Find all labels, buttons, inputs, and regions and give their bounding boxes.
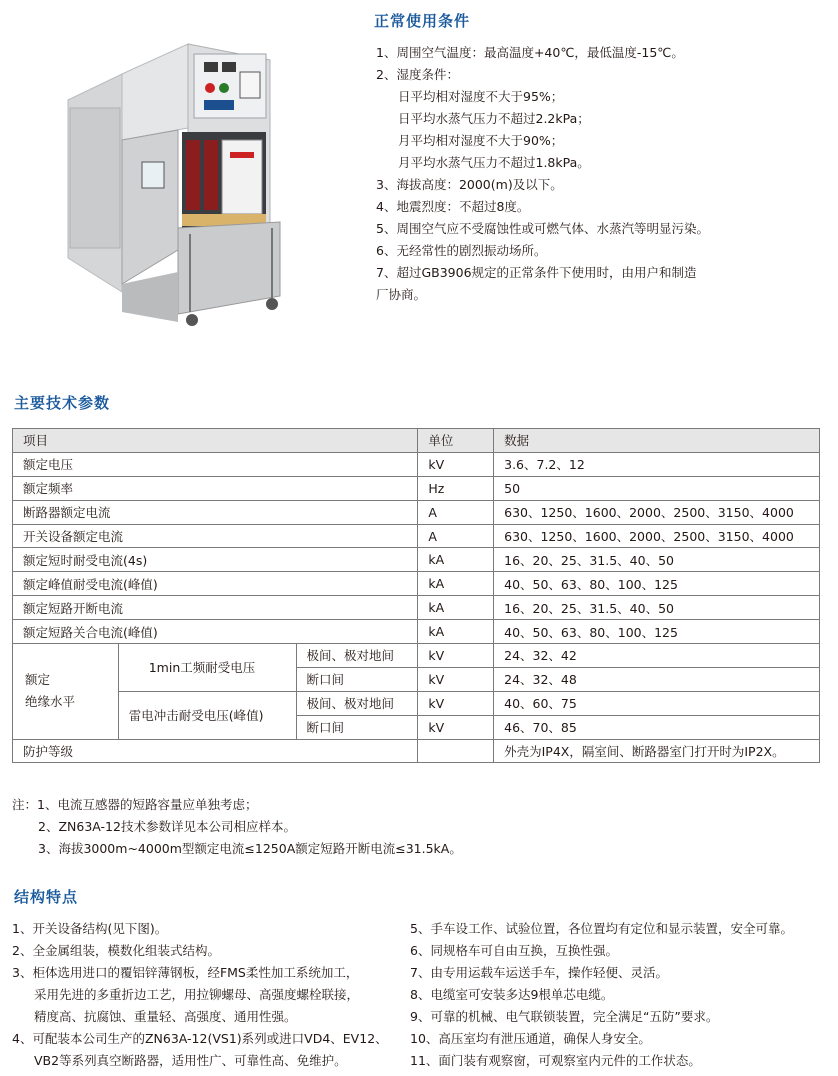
condition-line: 4、地震烈度：不超过8度。 xyxy=(376,199,530,214)
row-data: 24、32、48 xyxy=(494,667,820,691)
note-line: 2、ZN63A-12技术参数详见本公司相应样本。 xyxy=(38,819,296,834)
row-item: 额定短时耐受电流(4s) xyxy=(13,548,418,572)
table-row xyxy=(13,500,820,524)
row-data: 外壳为IP4X，隔室间、断路器室门打开时为IP2X。 xyxy=(494,739,820,763)
condition-line: 厂协商。 xyxy=(376,287,427,302)
row-data: 24、32、42 xyxy=(494,644,820,668)
feature-line: VB2等系列真空断路器，适用性广、可靠性高、免维护。 xyxy=(34,1053,347,1068)
feature-line: 1、开关设备结构(见下图)。 xyxy=(12,921,168,936)
feature-line: 2、全金属组装，模数化组装式结构。 xyxy=(12,943,220,958)
notes xyxy=(12,794,462,860)
condition-line: 2、湿度条件： xyxy=(376,67,459,82)
switchgear-cabinet-image xyxy=(58,22,298,334)
condition-line: 月平均相对湿度不大于90%； xyxy=(398,133,564,148)
row-unit: kA xyxy=(418,596,494,620)
table-row xyxy=(13,452,820,476)
row-item: 额定峰值耐受电流(峰值) xyxy=(13,572,418,596)
table-row xyxy=(13,596,820,620)
spec-table xyxy=(12,428,820,763)
feature-line: 3、柜体选用进口的覆铝锌薄钢板，经FMS柔性加工系统加工， xyxy=(12,965,359,980)
row-data: 40、50、63、80、100、125 xyxy=(494,572,820,596)
row-unit: kV xyxy=(418,452,494,476)
conditions-title: 正常使用条件 xyxy=(374,12,471,30)
feature-line: 采用先进的多重折边工艺，用拉铆螺母、高强度螺栓联接， xyxy=(34,987,360,1002)
table-row xyxy=(13,739,820,763)
feature-line: 11、面门装有观察窗，可观察室内元件的工作状态。 xyxy=(410,1053,701,1068)
table-row xyxy=(13,644,820,668)
row-unit: A xyxy=(418,500,494,524)
header-data: 数据 xyxy=(494,429,820,453)
power-frequency-voltage: 1min工频耐受电压 xyxy=(118,644,296,692)
features-right xyxy=(410,918,834,1072)
row-data: 16、20、25、31.5、40、50 xyxy=(494,596,820,620)
row-item: 防护等级 xyxy=(13,739,418,763)
table-row xyxy=(13,476,820,500)
table-row xyxy=(13,572,820,596)
feature-line: 10、高压室均有泄压通道，确保人身安全。 xyxy=(410,1031,651,1046)
row-item: 额定频率 xyxy=(13,476,418,500)
features-title: 结构特点 xyxy=(14,888,79,906)
feature-line: 6、同规格车可自由互换，互换性强。 xyxy=(410,943,618,958)
row-unit: Hz xyxy=(418,476,494,500)
note-line: 3、海拔3000m~4000m型额定电流≤1250A额定短路开断电流≤31.5kA。 xyxy=(38,841,462,856)
insulation-label-line1: 额定 xyxy=(25,672,51,688)
row-unit: kA xyxy=(418,572,494,596)
insulation-label-line2: 绝缘水平 xyxy=(25,694,76,710)
table-row xyxy=(13,524,820,548)
condition-line: 日平均水蒸气压力不超过2.2kPa； xyxy=(398,111,590,126)
row-data: 16、20、25、31.5、40、50 xyxy=(494,548,820,572)
row-subitem: 极间、极对地间 xyxy=(296,691,418,715)
header-item: 项目 xyxy=(13,429,418,453)
row-unit: kA xyxy=(418,620,494,644)
row-unit: kA xyxy=(418,548,494,572)
row-data: 630、1250、1600、2000、2500、3150、4000 xyxy=(494,500,820,524)
row-data: 50 xyxy=(494,476,820,500)
condition-line: 6、无经常性的剧烈振动场所。 xyxy=(376,243,547,258)
condition-line: 3、海拔高度：2000(m)及以下。 xyxy=(376,177,563,192)
condition-line: 7、超过GB3906规定的正常条件下使用时，由用户和制造 xyxy=(376,265,697,280)
row-item: 额定短路关合电流(峰值) xyxy=(13,620,418,644)
row-item: 断路器额定电流 xyxy=(13,500,418,524)
row-data: 3.6、7.2、12 xyxy=(494,452,820,476)
insulation-label xyxy=(13,644,119,740)
feature-line: 8、电缆室可安装多达9根单芯电缆。 xyxy=(410,987,614,1002)
feature-line: 4、可配装本公司生产的ZN63A-12(VS1)系列或进口VD4、EV12、 xyxy=(12,1031,388,1046)
row-data: 46、70、85 xyxy=(494,715,820,739)
feature-line: 精度高、抗腐蚀、重量轻、高强度、通用性强。 xyxy=(34,1009,297,1024)
feature-line: 9、可靠的机械、电气联锁装置，完全满足“五防”要求。 xyxy=(410,1009,719,1024)
header-unit: 单位 xyxy=(418,429,494,453)
note-line: 注：1、电流互感器的短路容量应单独考虑； xyxy=(12,797,258,812)
row-unit: kV xyxy=(418,691,494,715)
row-unit xyxy=(418,739,494,763)
row-data: 40、50、63、80、100、125 xyxy=(494,620,820,644)
condition-line: 1、周围空气温度：最高温度+40℃，最低温度-15℃。 xyxy=(376,45,684,60)
row-unit: kV xyxy=(418,715,494,739)
row-subitem: 断口间 xyxy=(296,667,418,691)
feature-line: 7、由专用运载车运送手车，操作轻便、灵活。 xyxy=(410,965,668,980)
row-item: 额定电压 xyxy=(13,452,418,476)
params-title: 主要技术参数 xyxy=(14,394,111,412)
row-unit: kV xyxy=(418,644,494,668)
features-left xyxy=(12,918,404,1072)
row-data: 630、1250、1600、2000、2500、3150、4000 xyxy=(494,524,820,548)
conditions-list xyxy=(376,42,709,306)
row-subitem: 极间、极对地间 xyxy=(296,644,418,668)
row-subitem: 断口间 xyxy=(296,715,418,739)
feature-line: 5、手车设工作、试验位置，各位置均有定位和显示装置，安全可靠。 xyxy=(410,921,793,936)
table-header-row xyxy=(13,429,820,453)
condition-line: 日平均相对湿度不大于95%； xyxy=(398,89,564,104)
row-item: 额定短路开断电流 xyxy=(13,596,418,620)
condition-line: 5、周围空气应不受腐蚀性或可燃气体、水蒸汽等明显污染。 xyxy=(376,221,709,236)
row-unit: kV xyxy=(418,667,494,691)
table-row xyxy=(13,691,820,715)
row-item: 开关设备额定电流 xyxy=(13,524,418,548)
condition-line: 月平均水蒸气压力不超过1.8kPa。 xyxy=(398,155,590,170)
table-row xyxy=(13,548,820,572)
row-unit: A xyxy=(418,524,494,548)
row-data: 40、60、75 xyxy=(494,691,820,715)
lightning-impulse-voltage: 雷电冲击耐受电压(峰值) xyxy=(118,691,296,739)
table-row xyxy=(13,620,820,644)
